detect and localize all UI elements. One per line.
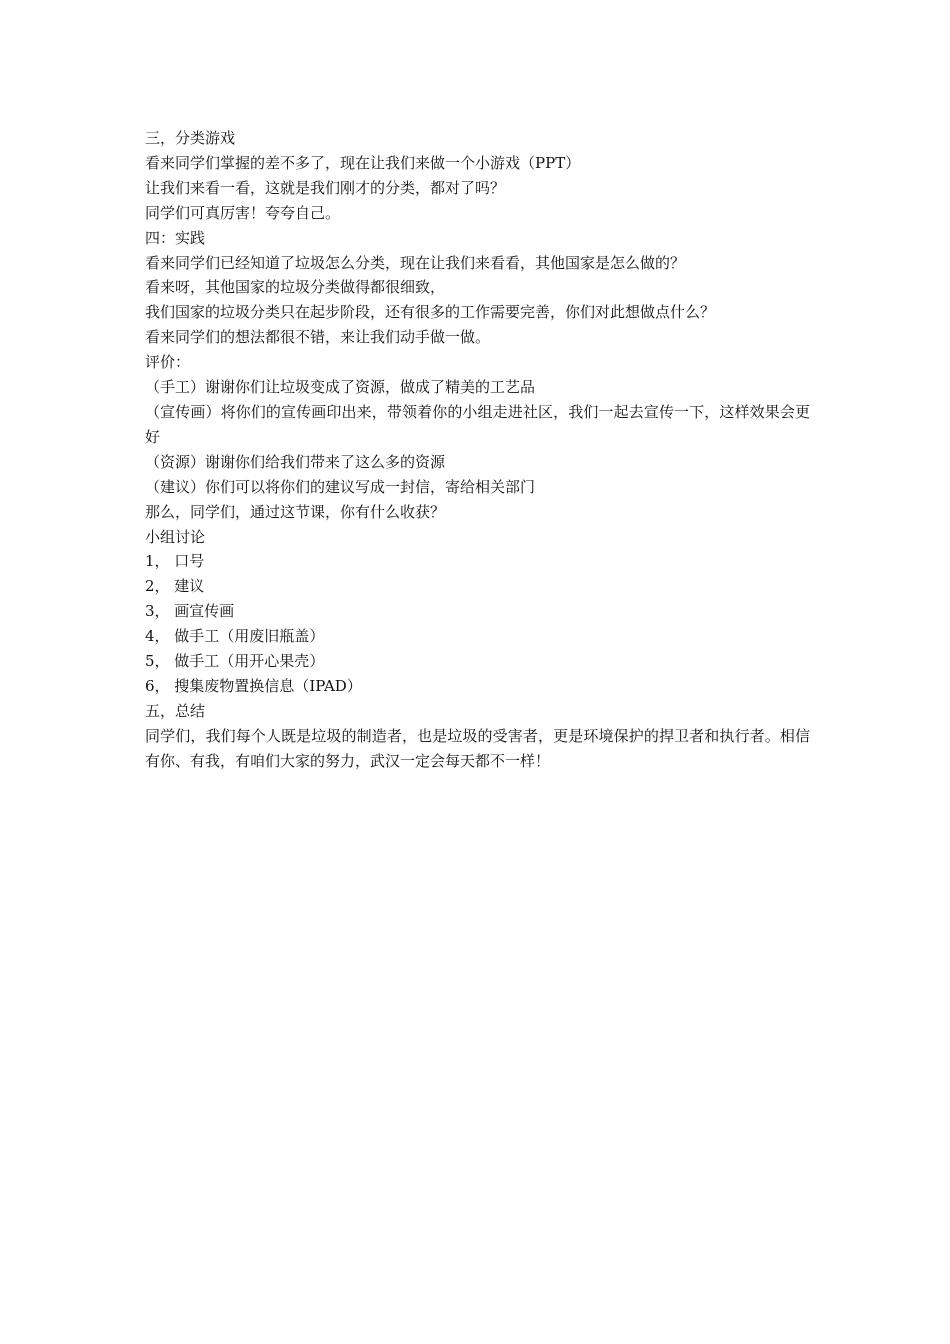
evaluation-item: （建议）你们可以将你们的建议写成一封信，寄给相关部门	[145, 477, 536, 496]
evaluation-heading: 评价：	[145, 353, 191, 372]
paragraph-line: 看来同学们掌握的差不多了，现在让我们来做一个小游戏（PPT）	[145, 153, 581, 172]
summary-paragraph: 同学们，我们每个人既是垃圾的制造者，也是垃圾的受害者，更是环境保护的捍卫者和执行者。相信有你、有我，有咱们大家的努力，武汉一定会每天都不一样！	[145, 726, 810, 770]
document-body	[145, 126, 810, 774]
section-heading-practice: 四：实践	[145, 228, 206, 247]
paragraph-line: 同学们可真厉害！夸夸自己。	[145, 203, 341, 222]
paragraph-line: 我们国家的垃圾分类只在起步阶段，还有很多的工作需要完善，你们对此想做点什么？	[145, 303, 716, 322]
section-heading-game: 三，分类游戏	[145, 129, 236, 147]
discussion-heading: 小组讨论	[145, 527, 206, 546]
list-item: 2， 建议	[145, 577, 205, 596]
paragraph-line: 看来呀，其他国家的垃圾分类做得都很细致，	[145, 278, 446, 297]
section-heading-summary: 五，总结	[145, 701, 206, 720]
evaluation-item: （手工）谢谢你们让垃圾变成了资源，做成了精美的工艺品	[145, 378, 536, 397]
paragraph-line: 那么，同学们，通过这节课，你有什么收获？	[145, 502, 446, 521]
evaluation-item: （宣传画）将你们的宣传画印出来，带领着你的小组走进社区，我们一起去宣传一下，这样效果会更好	[145, 402, 810, 446]
list-item: 6， 搜集废物置换信息（IPAD）	[145, 676, 362, 695]
paragraph-line: 看来同学们已经知道了垃圾怎么分类，现在让我们来看看，其他国家是怎么做的？	[145, 253, 686, 272]
list-item: 4， 做手工（用废旧瓶盖）	[145, 627, 325, 646]
list-item: 3， 画宣传画	[145, 602, 235, 621]
list-item: 5， 做手工（用开心果壳）	[145, 652, 325, 671]
paragraph-line: 看来同学们的想法都很不错，来让我们动手做一做。	[145, 328, 491, 347]
evaluation-item: （资源）谢谢你们给我们带来了这么多的资源	[145, 452, 446, 471]
list-item: 1， 口号	[145, 552, 205, 571]
paragraph-line: 让我们来看一看，这就是我们刚才的分类，都对了吗？	[145, 178, 506, 197]
